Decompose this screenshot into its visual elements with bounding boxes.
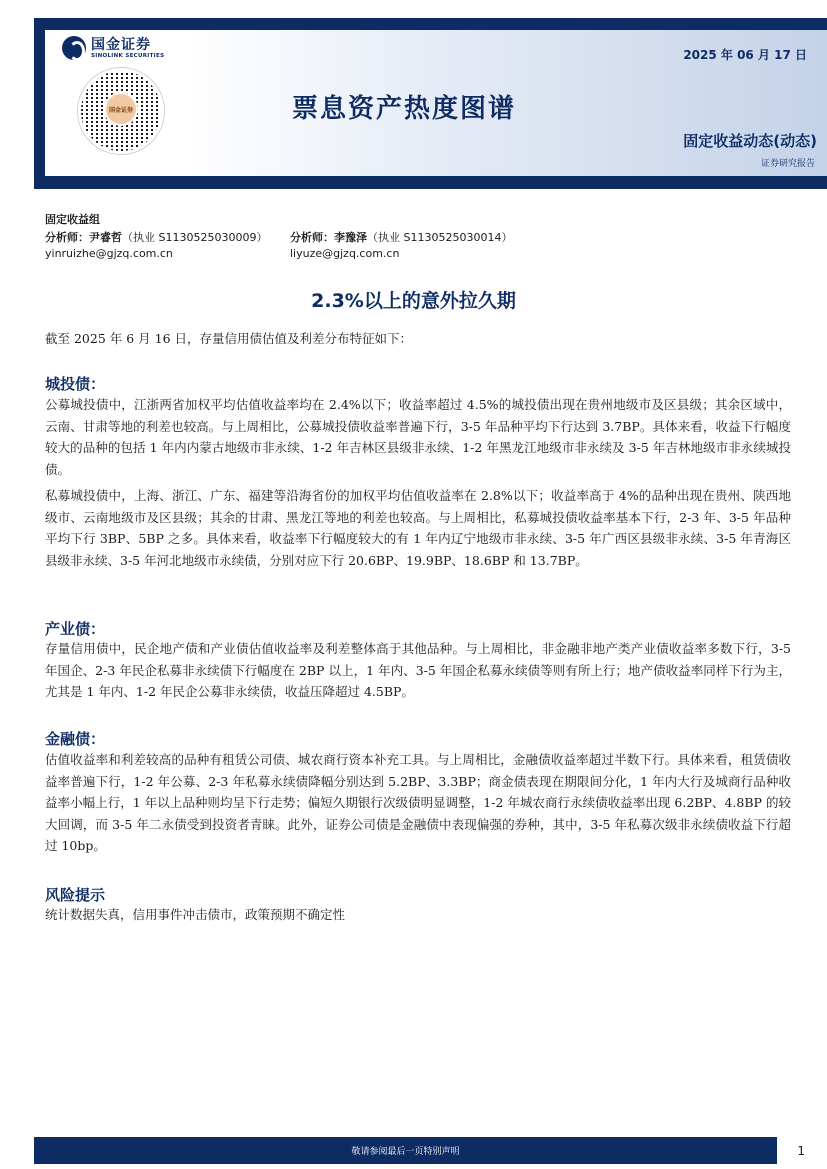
analyst-2-label: 分析师： xyxy=(290,231,334,244)
section-heading-risk: 风险提示 xyxy=(45,886,106,904)
analyst-2 xyxy=(290,229,512,245)
section-heading-industry: 产业债： xyxy=(45,620,106,638)
report-category: 固定收益动态(动态) xyxy=(683,132,817,150)
company-logo xyxy=(62,36,164,60)
logo-name-cn: 国金证券 xyxy=(91,36,151,53)
analyst-2-email[interactable]: liyuze@gjzq.com.cn xyxy=(290,247,400,260)
qr-badge-label: 国金证券 xyxy=(108,106,133,114)
analyst-1-name: 尹睿哲 xyxy=(89,231,122,244)
section-heading-finance: 金融债： xyxy=(45,730,106,748)
qr-center-badge xyxy=(104,92,138,126)
report-date: 2025 年 06 月 17 日 xyxy=(683,48,807,62)
report-title: 票息资产热度图谱 xyxy=(292,94,517,124)
risk-paragraph: 统计数据失真，信用事件冲击债市，政策预期不确定性 xyxy=(45,907,346,922)
report-subcategory: 证券研究报告 xyxy=(760,159,815,169)
analyst-1-label: 分析师： xyxy=(45,231,89,244)
page-number: 1 xyxy=(797,1144,805,1158)
footer-bar xyxy=(34,1137,777,1164)
logo-name-en: SINOLINK SECURITIES xyxy=(91,52,165,59)
section-heading-city: 城投债： xyxy=(45,375,106,393)
analyst-2-name: 李豫泽 xyxy=(334,231,367,244)
finance-paragraph: 估值收益率和利差较高的品种有租赁公司债、城农商行资本补充工具。与上周相比，金融债收益率超过半数下行。具体来看，租赁债收益率普遍下行，1-2 年公募、2-3 年私募永续债降幅分别达到 5.2BP、3.3BP；商金债表现在期限间分化，1 年内大行及城商行品种收益率小幅上行，1 年以上品种则均呈下行走势；偏短久期银行次级债明显调整，1-2 年城农商行永续债收益率出现 6.2BP、4.8BP 的较大回调，而 3-5 年二永债受到投资者青睐。此外，证券公司债是金融债中表现偏强的券种，其中，3-5 年私募次级非永续债收益下行超过 10bp。 xyxy=(45,752,791,853)
intro-paragraph: 截至 2025 年 6 月 16 日，存量信用债估值及利差分布特征如下： xyxy=(45,331,413,346)
analyst-1 xyxy=(45,229,267,245)
analyst-1-email[interactable]: yinruizhe@gjzq.com.cn xyxy=(45,247,173,260)
analyst-1-license: （执业 S1130525030009） xyxy=(122,231,268,244)
industry-paragraph: 存量信用债中，民企地产债和产业债估值收益率及利差整体高于其他品种。与上周相比，非金融非地产类产业债收益率多数下行，3-5 年国企、2-3 年民企私募非永续债下行幅度在 2BP 以上，1 年内、3-5 年国企私募永续债等则有所上行；地产债收益率同样下行为主，尤其是 1 年内、1-2 年民企公募非永续债，收益压降超过 4.5BP。 xyxy=(45,641,791,699)
city-paragraph-1: 公募城投债中，江浙两省加权平均估值收益率均在 2.4%以下；收益率超过 4.5%的城投债出现在贵州地级市及区县级；其余区域中，云南、甘肃等地的利差也较高。与上周相比，公募城投债收益率普遍下行，3-5 年品种平均下行达到 3.7BP。具体来看，收益下行幅度较大的品种的包括 1 年内内蒙古地级市非永续、1-2 年吉林区县级非永续、1-2 年黑龙江地级市非永续及 3-5 年吉林地级市非永续城投债。 xyxy=(45,397,791,477)
report-headline: 2.3%以上的意外拉久期 xyxy=(311,290,516,312)
header-divider xyxy=(45,176,827,182)
logo-mark-icon xyxy=(62,36,86,60)
team-name: 固定收益组 xyxy=(45,213,100,226)
city-paragraph-2: 私募城投债中，上海、浙江、广东、福建等沿海省份的加权平均估值收益率在 2.8%以下；收益率高于 4%的品种出现在贵州、陕西地级市、云南地级市及区县级；其余的甘肃、黑龙江等地的利差也较高。与上周相比，私募城投债收益率基本下行，2-3 年、3-5 年品种平均下行 3BP、5BP 之多。具体来看，收益率下行幅度较大的有 1 年内辽宁地级市非永续、3-5 年广西区县级非永续、3-5 年青海区县级非永续、3-5 年河北地级市永续债，分别对应下行 20.6BP、19.9BP、18.6BP 和 13.7BP。 xyxy=(45,488,791,568)
analyst-2-license: （执业 S1130525030014） xyxy=(367,231,513,244)
footer-disclaimer-link[interactable]: 敬请参阅最后一页特别声明 xyxy=(351,1147,460,1157)
